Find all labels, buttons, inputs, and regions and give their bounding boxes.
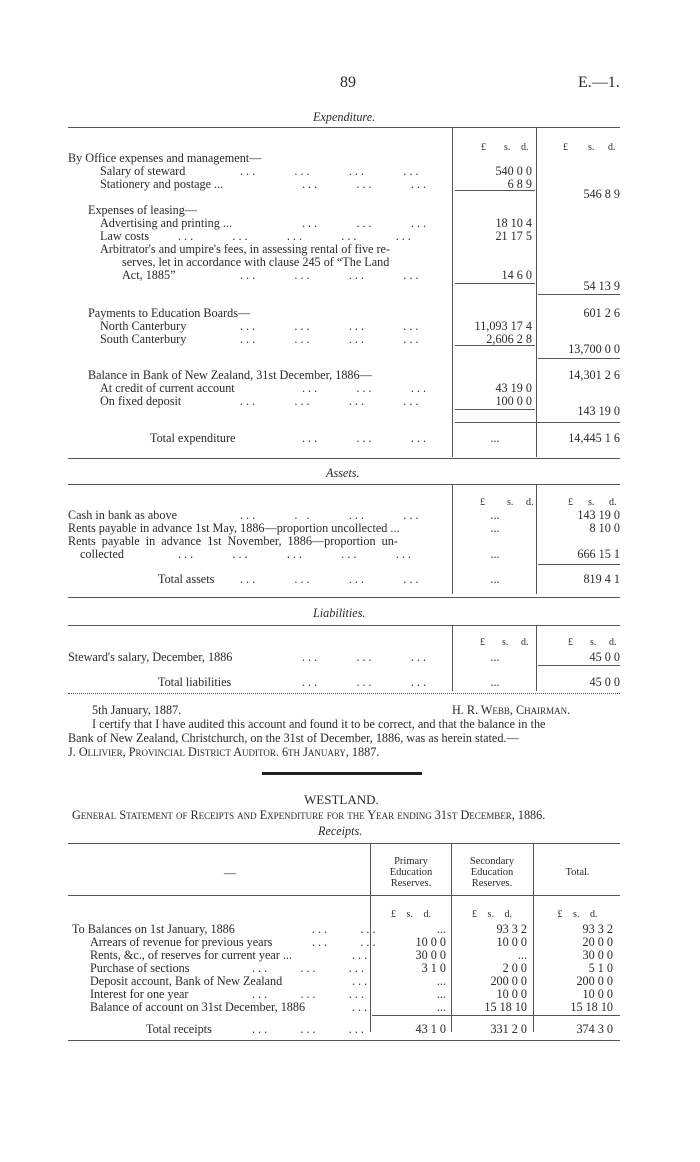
primary-header: Reserves. [390,878,432,889]
col-pound: £ [480,637,485,648]
rule [68,127,620,128]
leader-dots: ... . . ... ... [240,508,422,522]
blank-header: — [223,866,237,880]
leader-dots: ... ... ... ... [240,319,422,333]
leasing-item-label: Advertising and printing ... [100,216,233,230]
leader-dots: ... ... ... [302,431,429,445]
column-divider [536,625,537,691]
column-divider [452,127,453,457]
leasing-total: 54 13 9 [583,279,620,293]
leader-dots: ... ... ... ... [240,164,422,178]
expenditure-heading: Expenditure. [313,110,376,124]
receipt-primary: 3 1 0 [421,961,446,975]
leader-dots: ... ... ... ... ... [178,229,414,243]
leader-dots: ... ... ... ... [240,332,422,346]
westland-title: WESTLAND. [304,792,379,807]
rule [455,283,535,284]
leader-dots: ... ... ... [302,177,429,191]
rule [68,625,620,626]
total-total: 374 3 0 [576,1022,613,1036]
office-item-amount: 6 8 9 [507,177,532,191]
education-item-label: South Canterbury [100,332,187,346]
balance-item-amount: 43 19 0 [495,381,532,395]
rule [455,345,535,346]
rule [538,564,620,565]
total-liabilities: 45 0 0 [589,675,620,689]
total-receipts-label: Total receipts [146,1022,212,1036]
col-pence: d. [521,142,529,153]
col-pence: d. [608,142,616,153]
receipt-primary: 10 0 0 [415,935,446,949]
certificate-line: J. Ollivier, Provincial District Auditor. 6th January, 1887. [68,745,380,759]
leader-dots: ... ... [312,922,379,936]
liabilities-heading: Liabilities. [313,606,366,620]
leader-dots: ... ... ... [252,987,367,1001]
receipt-label: Deposit account, Bank of New Zealand [90,974,283,988]
rule [68,597,620,598]
leasing-title: Expenses of leasing— [88,203,197,217]
total-liabilities-label: Total liabilities [158,675,232,689]
rule [68,693,620,694]
balance-item-label: At credit of current account [100,381,235,395]
leader-dots: ... ... ... [252,1022,367,1036]
leader-dots: ... [352,948,371,962]
leasing-item-label: Law costs [100,229,150,243]
total-expenditure-label: Total expenditure [150,431,236,445]
col-shillings: s. [590,637,597,648]
section-divider [262,772,422,775]
liability-mid: ... [490,650,500,664]
rule [68,1040,620,1041]
asset-label-cont: collected [80,547,124,561]
total-expenditure-mid: ... [490,431,500,445]
total-assets-mid: ... [490,572,500,586]
column-divider [452,625,453,691]
receipt-secondary: 2 0 0 [502,961,527,975]
receipt-total: 200 0 0 [576,974,613,988]
rule [68,484,620,485]
total-expenditure: 14,445 1 6 [568,431,620,445]
leader-dots: ... ... ... [252,961,367,975]
leader-dots: ... ... ... ... ... [178,547,414,561]
subtotal-2: 14,301 2 6 [568,368,620,382]
receipt-label: Interest for one year [90,987,189,1001]
secondary-header: Secondary [469,856,515,867]
westland-statement: General Statement of Receipts and Expenditure for the Year ending 31st December, 1886. [72,808,546,822]
leader-dots: ... [352,974,371,988]
leader-dots: ... ... ... [302,216,429,230]
leasing-item-amount: 18 10 4 [495,216,532,230]
asset-amount: 8 10 0 [589,521,620,535]
col-pound: £ [480,497,485,508]
arbitrator-line: Arbitrator's and umpire's fees, in assessing rental of five re- [100,242,391,256]
column-divider [536,484,537,594]
arbitrator-line: serves, let in accordance with clause 245 of “The Land [122,255,390,269]
receipt-secondary: 10 0 0 [496,935,527,949]
receipt-secondary: ... [517,948,527,962]
rule [538,665,620,666]
education-item-amount: 2,606 2 8 [486,332,532,346]
leader-dots: ... ... ... [302,650,429,664]
col-pound: £ [563,142,568,153]
office-title: By Office expenses and management— [68,151,262,165]
secondary-header: Education [470,867,514,878]
secondary-header: Reserves. [471,878,513,889]
office-item-amount: 540 0 0 [495,164,532,178]
leasing-item-amount: 21 17 5 [495,229,532,243]
receipt-primary: 30 0 0 [415,948,446,962]
asset-amount: 666 15 1 [577,547,620,561]
arbitrator-line: Act, 1885” [122,268,176,282]
rule [372,1015,620,1016]
col-shillings: s. [507,497,514,508]
leader-dots: ... ... ... ... [240,394,422,408]
education-item-label: North Canterbury [100,319,187,333]
assets-heading: Assets. [326,466,360,480]
page-number: 89 [340,74,356,91]
rule [68,895,620,896]
asset-amount: 143 19 0 [577,508,620,522]
col-shillings: s. [588,497,595,508]
balance-total: 143 19 0 [577,404,620,418]
units-header: £ s. d. [472,909,512,920]
asset-mid: ... [490,521,500,535]
leader-dots: ... ... ... ... [240,268,422,282]
receipt-secondary: 10 0 0 [496,987,527,1001]
subtotal-1: 601 2 6 [583,306,620,320]
rule [68,458,620,459]
receipt-total: 30 0 0 [582,948,613,962]
rule [455,422,620,423]
receipt-primary: ... [436,974,446,988]
rule [538,358,620,359]
total-assets: 819 4 1 [583,572,620,586]
asset-mid: ... [490,508,500,522]
education-total: 13,700 0 0 [568,342,620,356]
col-pound: £ [481,142,486,153]
balance-title: Balance in Bank of New Zealand, 31st December, 1886— [88,368,372,382]
col-shillings: s. [588,142,595,153]
leader-dots: ... [352,1000,371,1014]
receipt-label: Arrears of revenue for previous years [90,935,273,949]
units-header: £ s. d. [557,909,598,920]
rule [455,409,535,410]
column-divider [536,127,537,457]
receipt-total: 5 1 0 [588,961,613,975]
col-pence: d. [521,637,529,648]
certificate-line: I certify that I have audited this account and found it to be correct, and that the balance in the [92,717,546,731]
receipt-secondary: 15 18 10 [484,1000,527,1014]
col-pound: £ [568,497,573,508]
receipt-secondary: 200 0 0 [490,974,527,988]
column-divider [533,843,534,1032]
primary-header: Primary [394,856,428,867]
rule [68,843,620,844]
education-item-amount: 11,093 17 4 [474,319,532,333]
col-pence: d. [609,637,617,648]
receipt-label: Balance of account on 31st December, 1886 [90,1000,306,1014]
receipt-primary: ... [436,1000,446,1014]
asset-mid: ... [490,547,500,561]
report-code: E.—1. [578,74,620,91]
leader-dots: ... ... ... [302,381,429,395]
receipt-label: Purchase of sections [90,961,190,975]
receipt-label: To Balances on 1st January, 1886 [72,922,235,936]
total-assets-label: Total assets [158,572,215,586]
receipt-primary: ... [436,922,446,936]
total-header: Total. [565,867,590,878]
receipts-heading: Receipts. [318,824,363,838]
receipt-primary: ... [436,987,446,1001]
signoff-signatory: H. R. Webb, Chairman. [452,703,571,717]
receipt-total: 15 18 10 [570,1000,613,1014]
certificate-line: Bank of New Zealand, Christchurch, on the 31st of December, 1886, was as herein stated.— [68,731,519,745]
total-liabilities-mid: ... [490,675,500,689]
receipt-total: 10 0 0 [582,987,613,1001]
liability-label: Steward's salary, December, 1886 [68,650,233,664]
leader-dots: ... ... ... ... [240,572,422,586]
signoff-date: 5th January, 1887. [92,703,182,717]
balance-item-amount: 100 0 0 [495,394,532,408]
receipt-total: 93 3 2 [582,922,613,936]
receipt-label: Rents, &c., of reserves for current year ... [90,948,293,962]
leader-dots: ... ... [312,935,379,949]
col-pound: £ [568,637,573,648]
receipt-secondary: 93 3 2 [496,922,527,936]
rule [538,294,620,295]
col-pence: d. [526,497,534,508]
asset-label: Rents payable in advance 1st November, 1886—proportion un- [68,534,398,548]
col-pence: d. [609,497,617,508]
education-title: Payments to Education Boards— [88,306,251,320]
office-item-label: Stationery and postage ... [100,177,224,191]
asset-label: Cash in bank as above [68,508,177,522]
rule [455,190,535,191]
arbitrator-amount: 14 6 0 [501,268,532,282]
receipt-total: 20 0 0 [582,935,613,949]
col-shillings: s. [502,637,509,648]
office-total: 546 8 9 [583,187,620,201]
office-item-label: Salary of steward [100,164,186,178]
units-header: £ s. d. [391,909,431,920]
balance-item-label: On fixed deposit [100,394,182,408]
leader-dots: ... ... ... [302,675,429,689]
total-secondary: 331 2 0 [490,1022,527,1036]
column-divider [451,843,452,1032]
primary-header: Education [389,867,433,878]
total-primary: 43 1 0 [415,1022,446,1036]
column-divider [452,484,453,594]
asset-label: Rents payable in advance 1st May, 1886—proportion uncollected ... [68,521,400,535]
col-shillings: s. [504,142,511,153]
liability-amount: 45 0 0 [589,650,620,664]
